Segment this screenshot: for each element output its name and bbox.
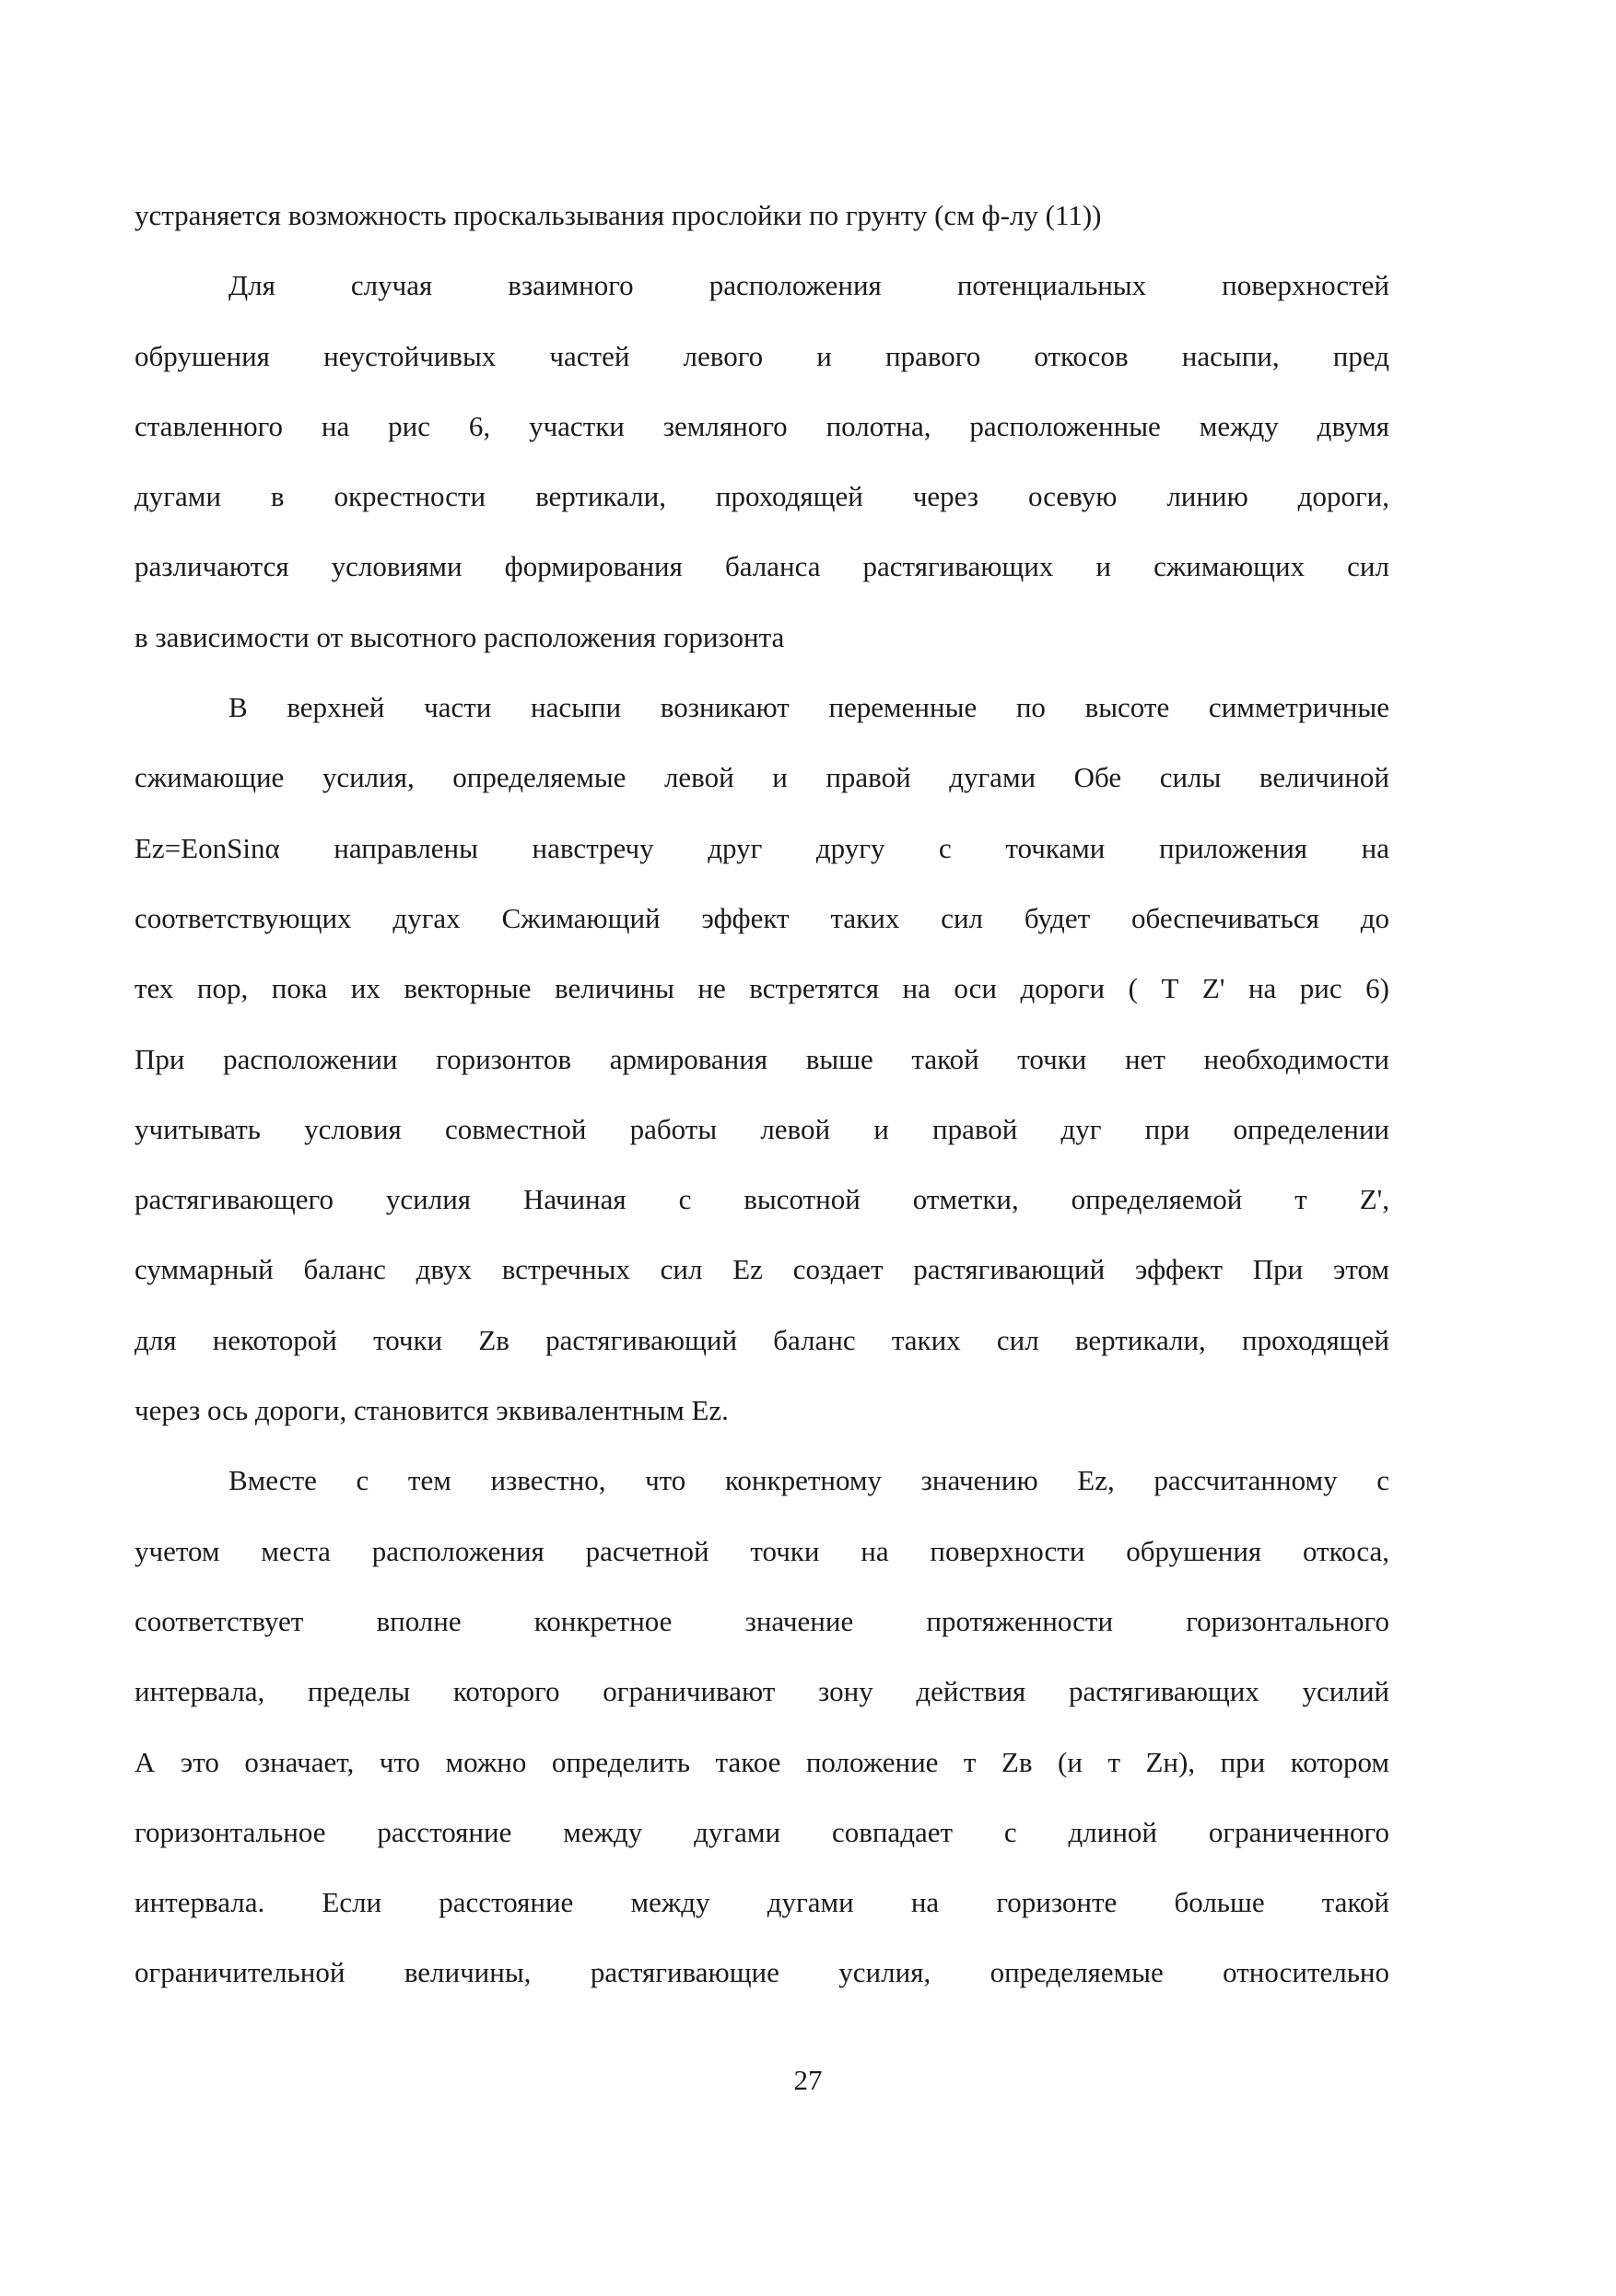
- text-line: тех пор, пока их векторные величины не встретятся на оси дороги ( Т Z' на рис 6): [135, 972, 1389, 1005]
- text-line: При расположении горизонтов армирования выше такой точки нет необходимости: [135, 1042, 1389, 1075]
- text-line: Вместе с тем известно, что конкретному значению Ez, рассчитанному с: [228, 1464, 1389, 1497]
- text-line: Для случая взаимного расположения потенциальных поверхностей: [228, 269, 1389, 302]
- page-number: 27: [793, 2064, 823, 2096]
- text-line: интервала, пределы которого ограничивают зону действия растягивающих усилий: [135, 1675, 1389, 1708]
- text-line: растягивающего усилия Начиная с высотной отметки, определяемой т Z',: [135, 1183, 1389, 1216]
- text-line: соответствует вполне конкретное значение протяженности горизонтального: [135, 1604, 1389, 1637]
- text-line: соответствующих дугах Сжимающий эффект таких сил будет обеспечиваться до: [135, 901, 1389, 934]
- text-line: Ez=EonSinα направлены навстречу друг другу с точками приложения на: [135, 831, 1389, 864]
- text-line: через ось дороги, становится эквивалентным Ez.: [135, 1394, 729, 1427]
- text-line: А это означает, что можно определить такое положение т Zв (и т Zн), при котором: [135, 1745, 1389, 1778]
- text-line: горизонтальное расстояние между дугами совпадает с длиной ограниченного: [135, 1815, 1389, 1848]
- text-line: в зависимости от высотного расположения горизонта: [135, 620, 785, 653]
- text-line: ставленного на рис 6, участки земляного полотна, расположенные между двумя: [135, 409, 1389, 442]
- body-text: [135, 181, 1389, 2009]
- text-line: обрушения неустойчивых частей левого и правого откосов насыпи, пред: [135, 339, 1389, 372]
- text-line: В верхней части насыпи возникают переменные по высоте симметричные: [228, 691, 1389, 724]
- text-line: сжимающие усилия, определяемые левой и правой дугами Обе силы величиной: [135, 761, 1389, 794]
- text-line: дугами в окрестности вертикали, проходящей через осевую линию дороги,: [135, 480, 1389, 513]
- text-line: ограничительной величины, растягивающие усилия, определяемые относительно: [135, 1956, 1389, 1989]
- text-line: суммарный баланс двух встречных сил Ez создает растягивающий эффект При этом: [135, 1253, 1389, 1286]
- text-line: учитывать условия совместной работы левой и правой дуг при определении: [135, 1112, 1389, 1145]
- text-line: учетом места расположения расчетной точки на поверхности обрушения откоса,: [135, 1534, 1389, 1567]
- text-line: устраняется возможность проскальзывания прослойки по грунту (см ф-лу (11)): [135, 199, 1102, 231]
- text-line: различаются условиями формирования баланса растягивающих и сжимающих сил: [135, 550, 1389, 583]
- text-line: для некоторой точки Zв растягивающий баланс таких сил вертикали, проходящей: [135, 1323, 1389, 1356]
- text-line: интервала. Если расстояние между дугами на горизонте больше такой: [135, 1886, 1389, 1919]
